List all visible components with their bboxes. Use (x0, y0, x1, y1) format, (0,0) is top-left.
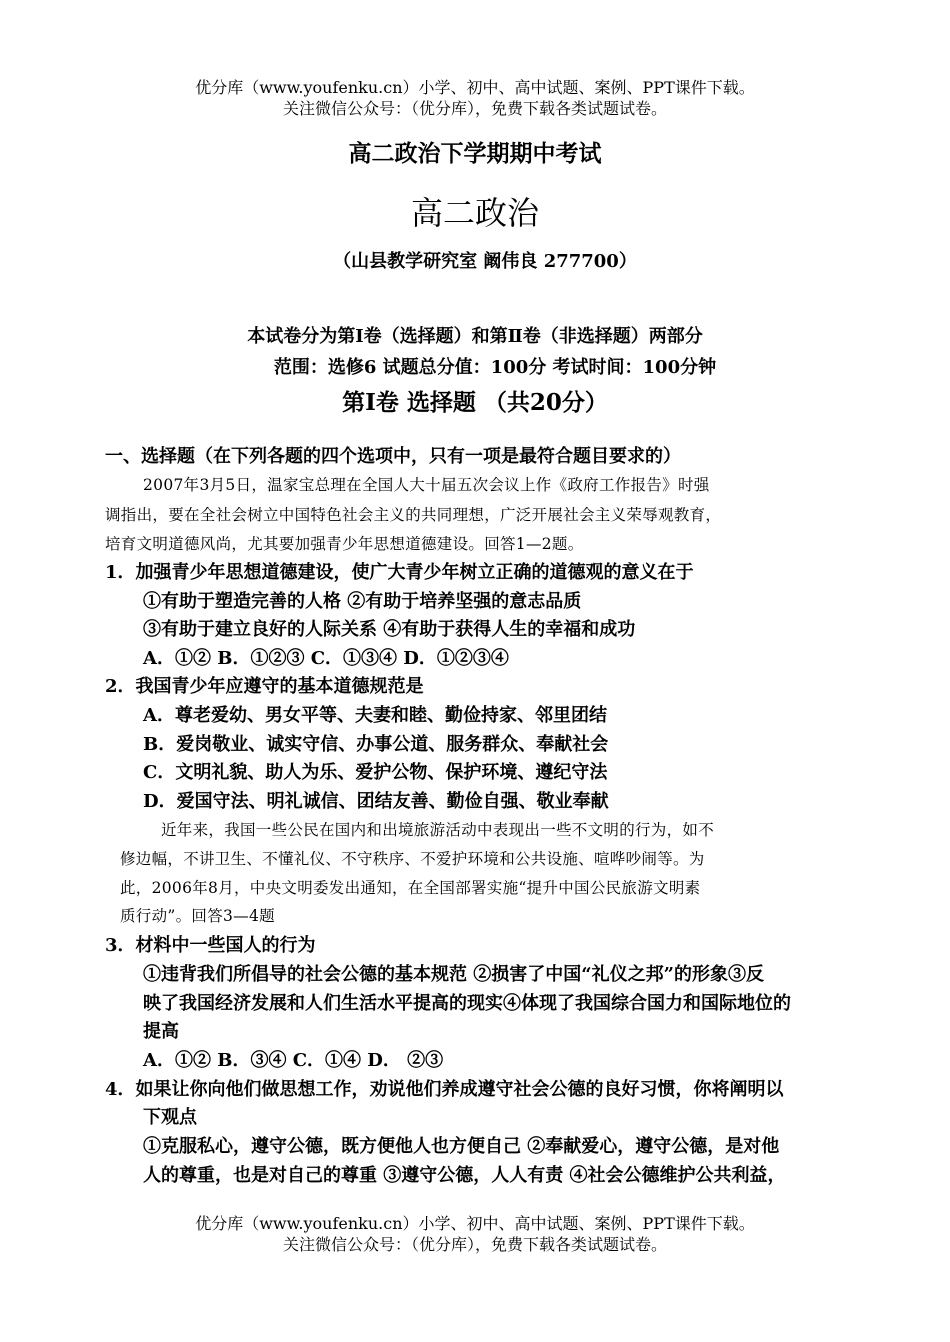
material2-line-2: 修边幅，不讲卫生、不懂礼仪、不守秩序、不爱护环境和公共设施、喧哗吵闹等。为 (120, 850, 705, 868)
material1-line-1: 2007年3月5日，温家宝总理在全国人大十届五次会议上作《政府工作报告》时强 (143, 476, 710, 494)
material2-line-4: 质行动”。回答3—4题 (120, 907, 275, 925)
q2-choice-c: C．文明礼貌、助人为乐、爱护公物、保护环境、遵纪守法 (143, 762, 608, 783)
q4-stem-line-2: 下观点 (143, 1107, 197, 1128)
part-heading: 一、选择题（在下列各题的四个选项中，只有一项是最符合题目要求的） (105, 446, 681, 467)
footer-line-1: 优分库（www.youfenku.cn）小学、初中、高中试题、案例、PPT课件下载。 (195, 1214, 755, 1233)
q4-option-line-1: ①克服私心，遵守公德，既方便他人也方便自己 ②奉献爱心，遵守公德，是对他 (143, 1136, 780, 1157)
header-line-2: 关注微信公众号：（优分库），免费下载各类试题试卷。 (282, 99, 667, 118)
q3-option-line-3: 提高 (143, 1021, 179, 1042)
q3-option-line-2: 映了我国经济发展和人们生活水平提高的现实④体现了我国综合国力和国际地位的 (143, 993, 791, 1014)
q3-stem: 3．材料中一些国人的行为 (105, 935, 316, 956)
header-line-1: 优分库（www.youfenku.cn）小学、初中、高中试题、案例、PPT课件下载。 (195, 78, 755, 97)
intro-line-2: 范围：选修6 试题总分值：100分 考试时间：100分钟 (273, 357, 717, 378)
q2-choice-b: B．爱岗敬业、诚实守信、办事公道、服务群众、奉献社会 (143, 734, 609, 755)
q1-stem: 1．加强青少年思想道德建设，使广大青少年树立正确的道德观的意义在于 (105, 562, 694, 583)
q2-choice-a: A．尊老爱幼、男女平等、夫妻和睦、勤俭持家、邻里团结 (143, 705, 607, 726)
material1-line-2: 调指出，要在全社会树立中国特色社会主义的共同理想，广泛开展社会主义荣辱观教育， (105, 506, 722, 524)
q1-option-line-1: ①有助于塑造完善的人格 ②有助于培养坚强的意志品质 (143, 591, 582, 612)
material1-line-3: 培育文明道德风尚，尤其要加强青少年思想道德建设。回答1—2题。 (105, 535, 584, 553)
q2-stem: 2．我国青少年应遵守的基本道德规范是 (105, 676, 424, 697)
q1-option-line-2: ③有助于建立良好的人际关系 ④有助于获得人生的幸福和成功 (143, 619, 636, 640)
q4-stem-line-1: 4．如果让你向他们做思想工作，劝说他们养成遵守社会公德的良好习惯，你将阐明以 (105, 1079, 784, 1100)
q3-option-line-1: ①违背我们所倡导的社会公德的基本规范 ②损害了中国“礼仪之邦”的形象③反 (143, 964, 764, 985)
exam-name: 高二政治下学期期中考试 (348, 140, 602, 167)
footer-line-2: 关注微信公众号：（优分库），免费下载各类试题试卷。 (282, 1235, 667, 1254)
q1-choices: A．①② B．①②③ C．①③④ D．①②③④ (143, 648, 509, 669)
material2-line-3: 此，2006年8月，中央文明委发出通知，在全国部署实施“提升中国公民旅游文明素 (120, 879, 701, 897)
q2-choice-d: D．爱国守法、明礼诚信、团结友善、勤俭自强、敬业奉献 (143, 791, 609, 812)
q4-option-line-2: 人的尊重，也是对自己的尊重 ③遵守公德，人人有责 ④社会公德维护公共利益， (143, 1165, 786, 1186)
page-title: 高二政治 (410, 194, 539, 232)
intro-line-1: 本试卷分为第Ⅰ卷（选择题）和第Ⅱ卷（非选择题）两部分 (247, 326, 703, 347)
material2-line-1: 近年来，我国一些公民在国内和出境旅游活动中表现出一些不文明的行为，如不 (161, 821, 715, 839)
q3-choices: A．①② B．③④ C．①④ D． ②③ (143, 1050, 444, 1071)
section-heading: 第Ⅰ卷 选择题 （共20分） (342, 389, 608, 416)
author-line: （山县教学研究室 阚伟良 277700） (333, 251, 637, 272)
